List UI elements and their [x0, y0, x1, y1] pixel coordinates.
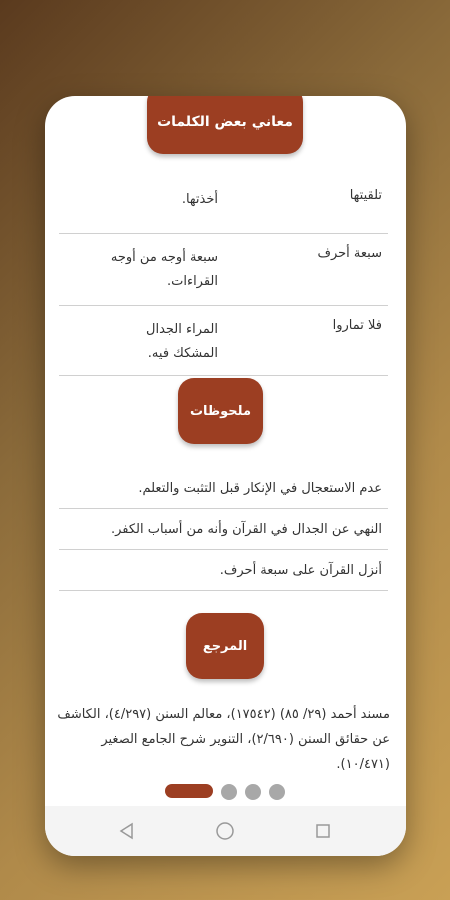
- page-indicator: [45, 784, 406, 800]
- word-row: [59, 234, 388, 306]
- word-term: فلا تماروا: [332, 318, 382, 333]
- note-item: عدم الاستعجال في الإنكار قبل التثبت والتعلم.: [59, 468, 388, 509]
- recents-button[interactable]: [303, 806, 343, 856]
- page-dot[interactable]: [269, 784, 285, 800]
- phone-frame: [45, 96, 406, 856]
- word-meaning: سبعة أوجه من أوجه القراءات.: [110, 250, 218, 289]
- page-dot[interactable]: [221, 784, 237, 800]
- word-meaning: أخذتها.: [181, 192, 218, 207]
- page-dot-active[interactable]: [165, 784, 213, 798]
- reference-text: مسند أحمد (٢٩/ ٨٥) (١٧٥٤٢)، معالم السنن (٤/٢٩٧)، الكاشف عن حقائق السنن (٢/٦٩٠)، التنوير شرح الجامع الصغير (١٠/٤٧١).: [57, 707, 390, 772]
- system-navigation-bar: [45, 806, 406, 856]
- back-button[interactable]: [107, 806, 147, 856]
- word-row: [59, 306, 388, 376]
- word-meanings-table: [45, 176, 406, 376]
- note-item: أنزل القرآن على سبعة أحرف.: [59, 550, 388, 591]
- screen-content: [45, 96, 406, 806]
- word-term: تلقيتها: [349, 188, 382, 203]
- page-title: معاني بعض الكلمات: [147, 96, 303, 154]
- word-row: [59, 176, 388, 234]
- reference-section-title: المرجع: [186, 613, 264, 679]
- home-button[interactable]: [205, 806, 245, 856]
- notes-list: [45, 468, 406, 591]
- notes-section-title: ملحوظات: [178, 378, 263, 444]
- note-item: النهي عن الجدال في القرآن وأنه من أسباب الكفر.: [59, 509, 388, 550]
- circle-home-icon: [215, 821, 235, 841]
- square-recents-icon: [314, 822, 332, 840]
- word-meaning: المراء الجدال المشكك فيه.: [146, 322, 218, 361]
- word-term: سبعة أحرف: [317, 246, 382, 261]
- page-dot[interactable]: [245, 784, 261, 800]
- triangle-back-icon: [118, 822, 136, 840]
